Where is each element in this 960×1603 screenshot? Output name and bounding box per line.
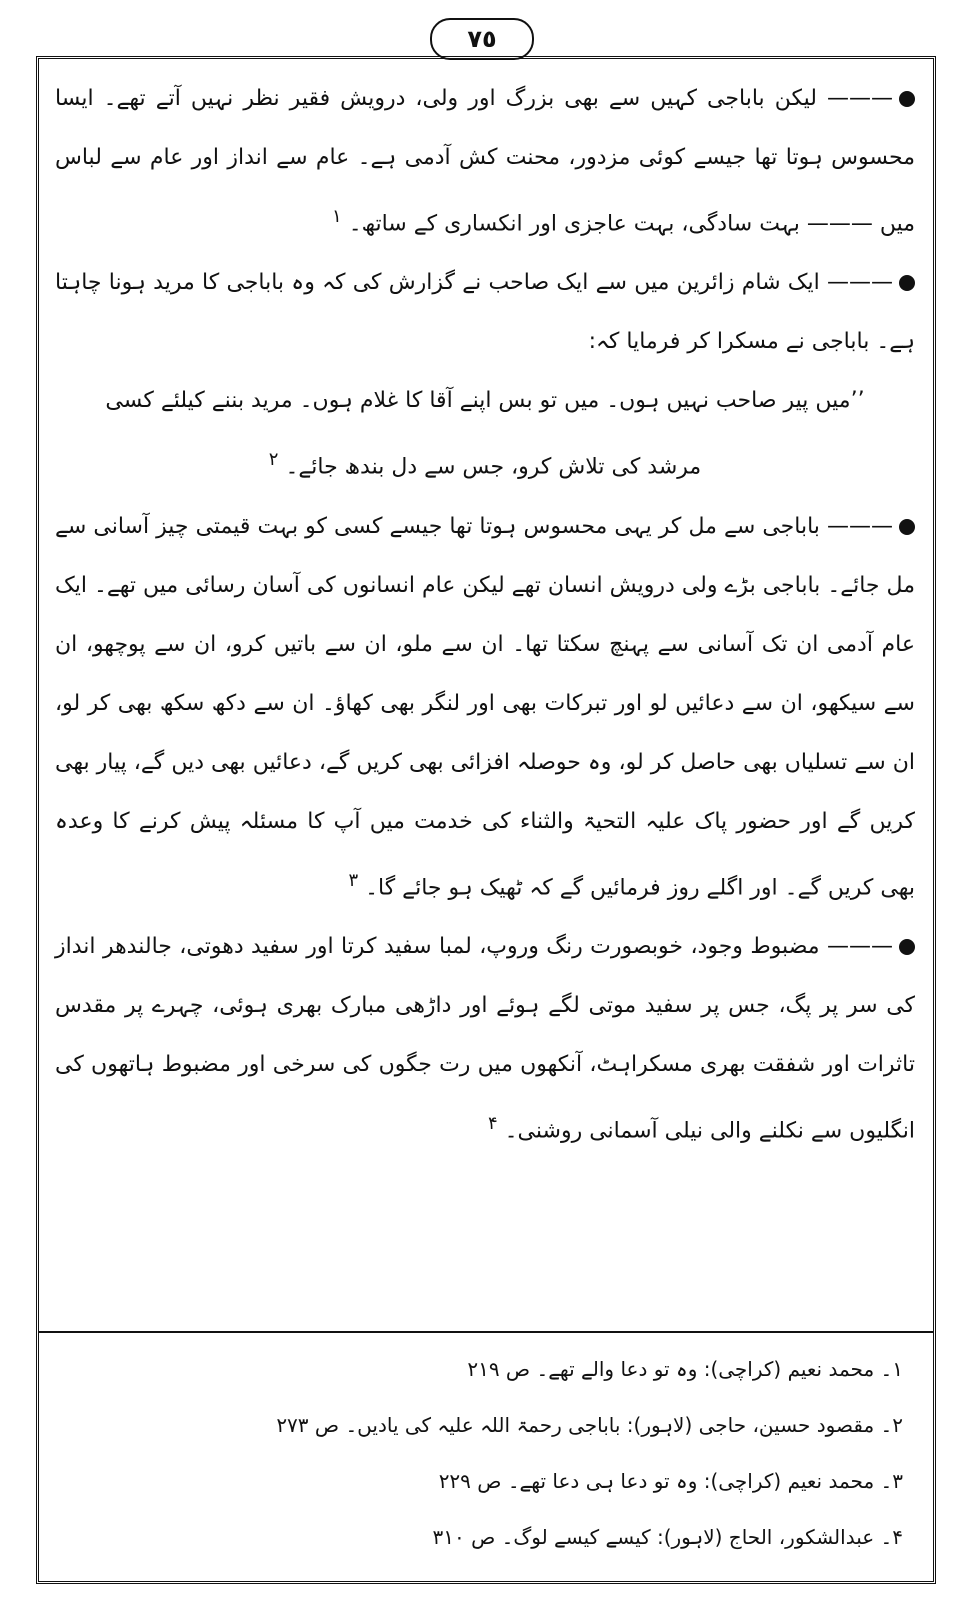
footnotes (59, 1341, 903, 1565)
bullet-icon (899, 519, 915, 535)
page-number: ٧٥ (430, 18, 534, 60)
paragraph-4: ——— مضبوط وجود، خوبصورت رنگ وروپ، لمبا سفید کرتا اور سفید دھوتی، جالندھر انداز کی سر پر پگ، جس پر سفید موتی لگے ہوئے اور داڑھی مبارک بھری ہوئی، چہرے پر مقدس تاثرات اور شفقت بھری مسکراہٹ، آنکھوں میں رت جگوں کی سرخی اور مضبوط ہاتھوں کی انگلیوں سے نکلنے والی نیلی آسمانی روشنی۔ $^۴$ (55, 933, 915, 1144)
bullet-icon (899, 275, 915, 291)
paragraph-1: ——— لیکن باباجی کہیں سے بھی بزرگ اور ولی، درویش فقیر نظر نہیں آتے تھے۔ ایسا محسوس ہوتا تھا جیسے کوئی مزدور، محنت کش آدمی ہے۔ عام سے انداز اور عام سے لباس میں ——— بہت سادگی، بہت عاجزی اور انکساری کے ساتھ۔ $^۱$ (55, 86, 915, 237)
footnote-ref: ۲ (268, 449, 279, 471)
footnote-divider (39, 1331, 933, 1333)
footnote-ref: ۱ (332, 206, 342, 227)
quotation: ’’میں پیر صاحب نہیں ہوں۔ میں تو بس اپنے آقا کا غلام ہوں۔ مرید بننے کیلئے کسی مرشد کی تلاش کرو، جس سے دل بندھ جائے۔ $^۲$ (105, 388, 865, 480)
paragraph-3: ——— باباجی سے مل کر یہی محسوس ہوتا تھا جیسے کسی کو بہت قیمتی چیز آسانی سے مل جائے۔ باباجی بڑے ولی درویش انسان تھے لیکن عام انسانوں کی آسان رسائی میں تھے۔ ایک عام آدمی ان تک آسانی سے پہنچ سکتا تھا۔ ان سے ملو، ان سے باتیں کرو، ان سے پوچھو، ان سے سیکھو، ان سے دعائیں لو اور تبرکات بھی اور لنگر بھی کھاؤ۔ ان سے دکھ سکھ بھی کر لو، ان سے تسلیاں بھی حاصل کر لو، وہ حوصلہ افزائی بھی کریں گے، دعائیں بھی دیں گے، پیار بھی کریں گے اور حضور پاک علیہ التحیۃ والثناء کی خدمت میں آپ کا مسئلہ پیش کرنے کا وعدہ بھی کریں گے۔ اور اگلے روز فرمائیں گے کہ ٹھیک ہو جائے گا۔ $^۳$ (55, 513, 915, 900)
paragraph-2: ——— ایک شام زائرین میں سے ایک صاحب نے گزارش کی کہ وہ باباجی کا مرید ہونا چاہتا ہے۔ باباجی نے مسکرا کر فرمایا کہ: (55, 270, 915, 355)
footnote-item: ۳۔ محمد نعیم (کراچی): وہ تو دعا ہی دعا تھے۔ ص ۲۲۹ (438, 1469, 903, 1493)
bullet-icon (899, 939, 915, 955)
bullet-icon (899, 91, 915, 107)
main-text (55, 69, 915, 1331)
footnote-item: ۲۔ مقصود حسین، حاجی (لاہور): باباجی رحمۃ اللہ علیہ کی یادیں۔ ص ۲۷۳ (276, 1413, 903, 1437)
footnote-ref: ۴ (487, 1112, 498, 1134)
footnote-item: ۴۔ عبدالشکور، الحاج (لاہور): کیسے کیسے لوگ۔ ص ۳۱۰ (432, 1525, 903, 1549)
footnote-item: ۱۔ محمد نعیم (کراچی): وہ تو دعا والے تھے۔ ص ۲۱۹ (467, 1357, 903, 1381)
footnote-ref: ۳ (348, 869, 359, 891)
page-frame (36, 56, 936, 1584)
